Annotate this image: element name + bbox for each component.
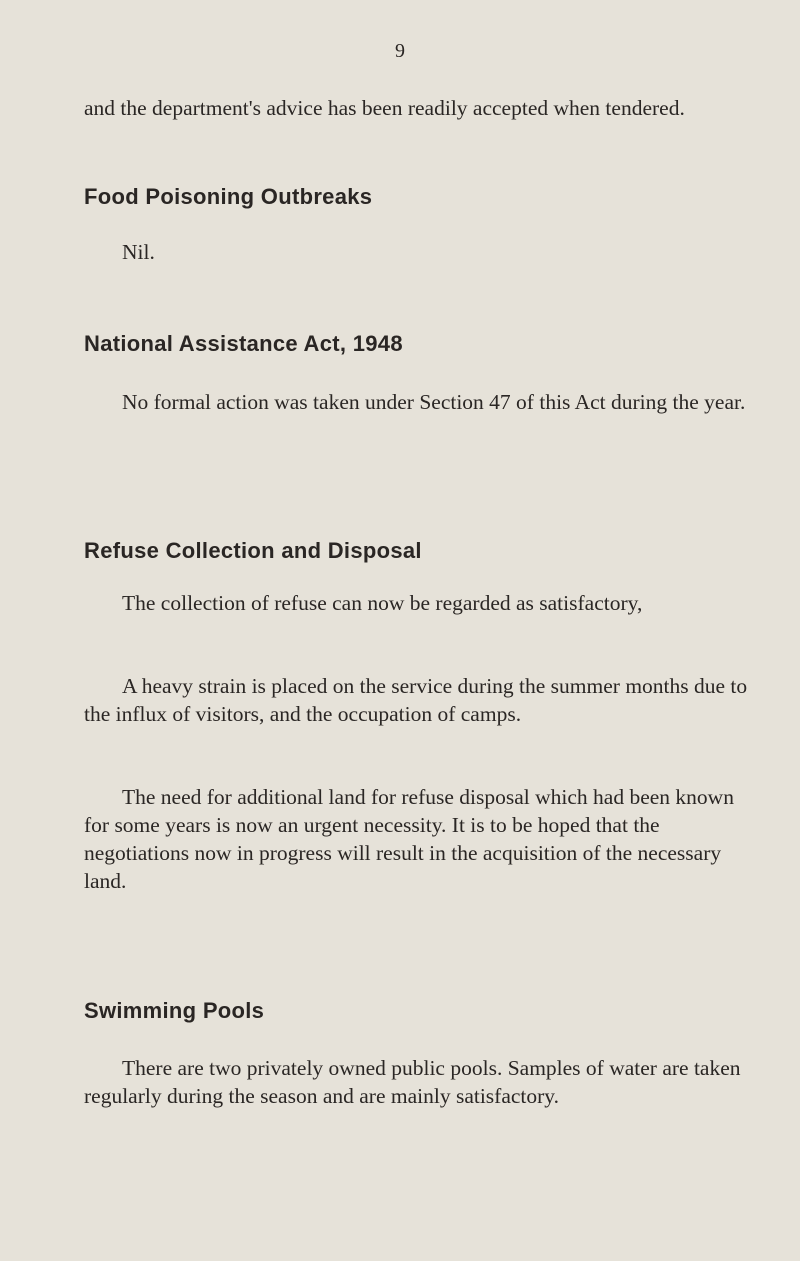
refuse-paragraph-1: The collection of refuse can now be regarded as satisfactory, [122,591,643,615]
refuse-paragraph-3: The need for additional land for refuse disposal which had been known for some years is now an urgent necessity. It is to be hoped that the negotiations now in progress will result in the acquisition of the necessary land. [84,785,734,893]
national-assistance-paragraph: No formal action was taken under Section 47 of this Act during the year. [122,390,746,414]
swimming-pools-paragraph: There are two privately owned public pools. Samples of water are taken regularly during the season and are mainly satisfactory. [84,1056,741,1108]
page-number: 9 [395,40,405,62]
section-heading-refuse: Refuse Collection and Disposal [84,538,422,563]
intro-paragraph: and the department's advice has been readily accepted when tendered. [84,96,685,120]
section-heading-swimming-pools: Swimming Pools [84,998,265,1023]
section-heading-national-assistance: National Assistance Act, 1948 [84,331,403,356]
section-heading-food-poisoning: Food Poisoning Outbreaks [84,184,373,209]
food-poisoning-paragraph: Nil. [122,240,155,264]
refuse-paragraph-2: A heavy strain is placed on the service during the summer months due to the influx of visitors, and the occupation of camps. [84,674,748,726]
